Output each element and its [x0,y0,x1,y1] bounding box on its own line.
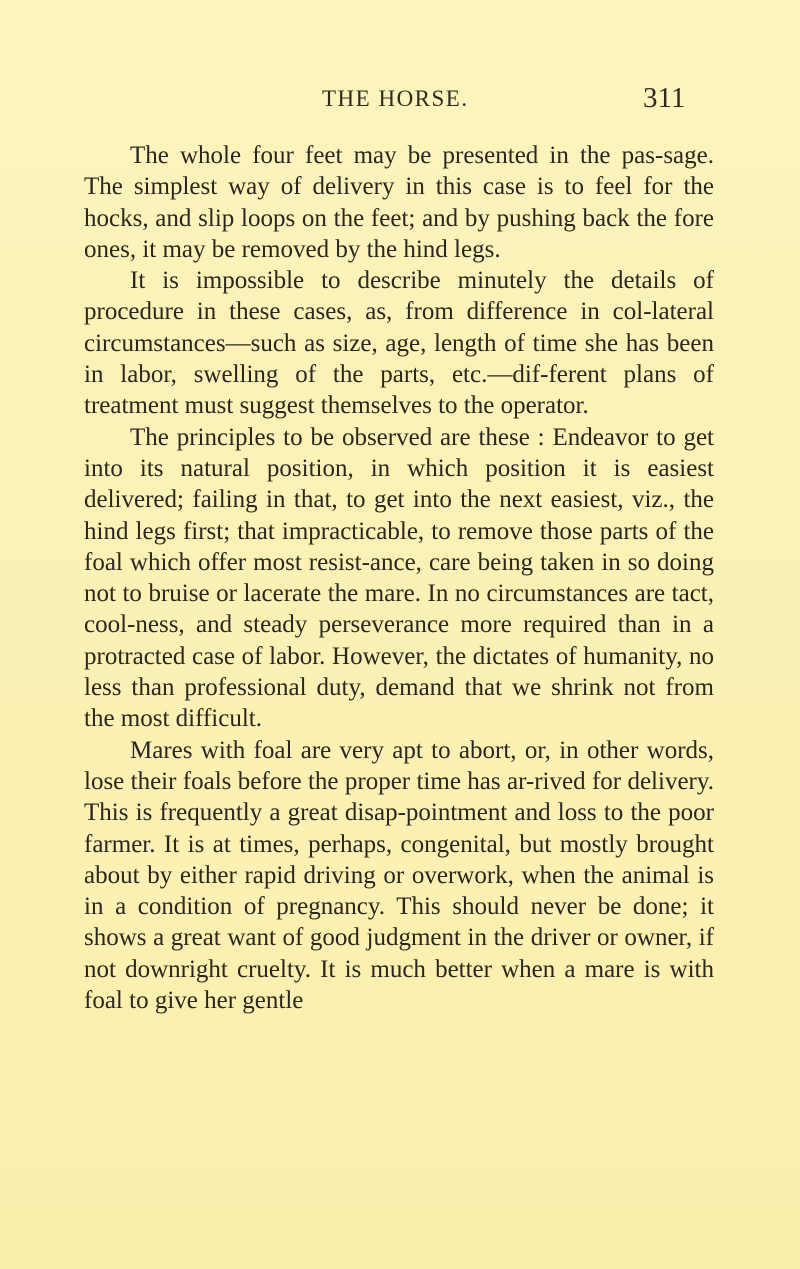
paragraph: It is impossible to describe minutely the details of procedure in these cases, as, from difference in col-lateral circumstances—such as size, age, length of time she has been in labor, swelling of the parts, etc.—dif-ferent plans of treatment must suggest themselves to the operator. [84,267,714,420]
body-text [84,140,714,1016]
paragraph: Mares with foal are very apt to abort, or, in other words, lose their foals before the proper time has ar-rived for delivery. This is frequently a great disap-pointment and loss to the poor farmer. It is at times, perhaps, congenital, but mostly brought about by either rapid driving or overwork, when the animal is in a condition of pregnancy. This should never be done; it shows a great want of good judgment in the driver or owner, if not downright cruelty. It is much better when a mare is with foal to give her gentle [84,736,714,1015]
running-head [0,82,800,122]
paragraph: The principles to be observed are these : Endeavor to get into its natural position, in which position it is easiest delivered; failing in that, to get into the next easiest, viz., the hind legs first; that impracticable, to remove those parts of the foal which offer most resist-ance, care being taken in so doing not to bruise or lacerate the mare. In no circumstances are tact, cool-ness, and steady perseverance more required than in a protracted case of labor. However, the dictates of humanity, no less than professional duty, demand that we shrink not from the most difficult. [84,423,714,733]
running-title: THE HORSE. [322,86,469,111]
paragraph: The whole four feet may be presented in the pas-sage. The simplest way of delivery in this case is to feel for the hocks, and slip loops on the feet; and by pushing back the fore ones, it may be removed by the hind legs. [84,142,714,263]
page-number: 311 [643,82,686,114]
